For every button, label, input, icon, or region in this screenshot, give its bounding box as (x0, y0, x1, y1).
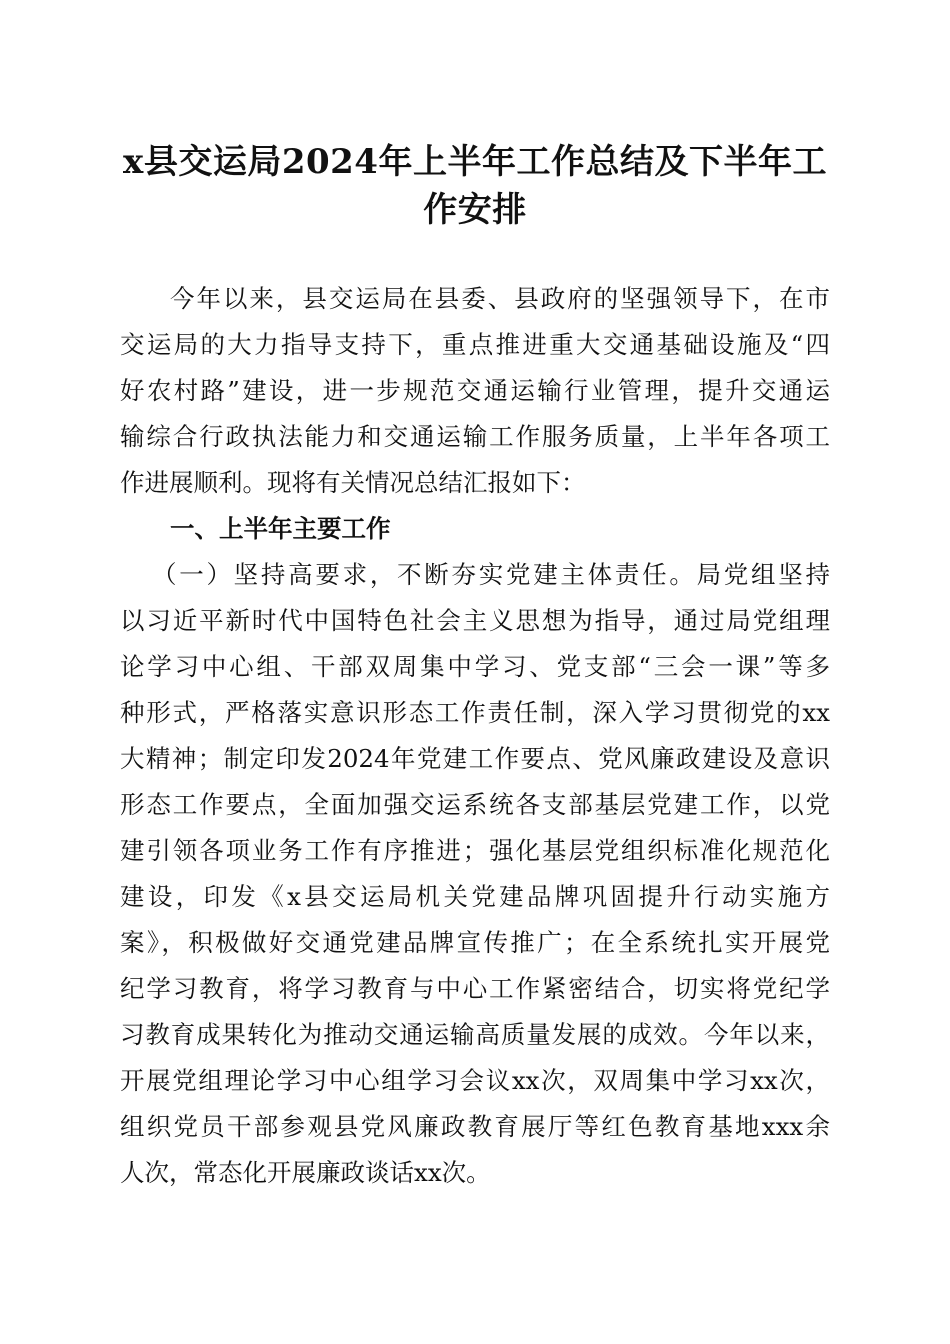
section-1-line-3: 论学习中心组、干部双周集中学习、党支部“三会一课”等多 (120, 652, 830, 681)
section-1-line-10: 纪学习教育，将学习教育与中心工作紧密结合，切实将党纪学 (120, 974, 830, 1003)
section-1-line-12: 开展党组理论学习中心组学习会议xx次，双周集中学习xx次， (120, 1066, 830, 1095)
section-1-line-8: 建设，印发《x县交运局机关党建品牌巩固提升行动实施方 (120, 882, 830, 911)
section-1-line-9: 案》，积极做好交通党建品牌宣传推广；在全系统扎实开展党 (120, 928, 830, 957)
title-line-2: 作安排 (423, 190, 527, 230)
section-1-line-7: 建引领各项业务工作有序推进；强化基层党组织标准化规范化 (120, 836, 830, 865)
intro-line-3: 好农村路”建设，进一步规范交通运输行业管理，提升交通运 (120, 376, 830, 405)
title-line-1: x县交运局2024年上半年工作总结及下半年工 (123, 142, 827, 182)
section-1-line-6: 形态工作要点，全面加强交运系统各支部基层党建工作，以党 (120, 790, 830, 819)
section-1-line-4: 种形式，严格落实意识形态工作责任制，深入学习贯彻党的xx (120, 698, 830, 727)
intro-line-2: 交运局的大力指导支持下，重点推进重大交通基础设施及“四 (120, 330, 830, 359)
document-title (110, 138, 840, 234)
intro-line-5: 作进展顺利。现将有关情况总结汇报如下： (120, 468, 586, 497)
section-1-line-14: 人次，常态化开展廉政谈话xx次。 (120, 1158, 491, 1187)
intro-line-1: 今年以来，县交运局在县委、县政府的坚强领导下，在市 (170, 284, 830, 313)
section-heading: 一、上半年主要工作 (170, 514, 391, 543)
section-1-line-5: 大精神；制定印发2024年党建工作要点、党风廉政建设及意识 (120, 744, 830, 773)
section-1-line-11: 习教育成果转化为推动交通运输高质量发展的成效。今年以来， (120, 1020, 830, 1049)
section-1-line-13: 组织党员干部参观县党风廉政教育展厅等红色教育基地xxx余 (120, 1112, 830, 1141)
intro-line-4: 输综合行政执法能力和交通运输工作服务质量，上半年各项工 (120, 422, 830, 451)
section-1-line-2: 以习近平新时代中国特色社会主义思想为指导，通过局党组理 (120, 606, 830, 635)
section-1-line-1: （一）坚持高要求，不断夯实党建主体责任。局党组坚持 (152, 560, 830, 589)
document-body (120, 276, 830, 1196)
